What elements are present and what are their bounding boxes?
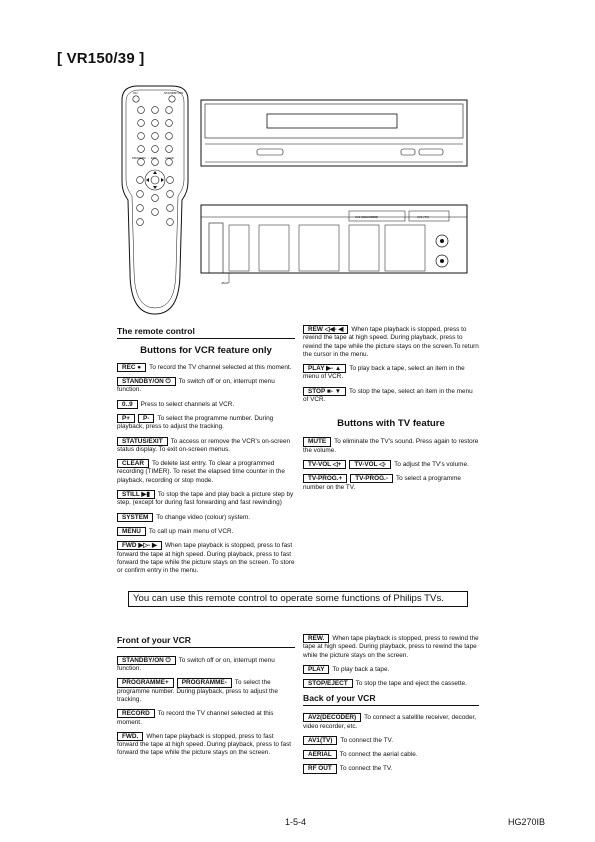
button-key-label: REW ◁◀- ◀ — [303, 325, 348, 334]
description-text: To stop the tape and eject the cassette. — [355, 680, 467, 688]
button-key-label: PROGRAMME- — [177, 678, 232, 687]
description-item — [117, 527, 295, 536]
description-text: To switch off or on, interrupt menu function. — [117, 378, 275, 394]
model-title: [ VR150/39 ] — [57, 50, 145, 67]
button-key-label: RF OUT — [303, 764, 337, 773]
remote-label-clear: CLEAR — [165, 157, 174, 160]
description-text: To connect the TV. — [340, 736, 393, 744]
back-items-list — [303, 713, 479, 773]
back-heading-rule — [303, 705, 479, 706]
button-key-label: P+ — [117, 414, 135, 423]
front-heading: Front of your VCR — [117, 635, 191, 645]
button-key-label: STANDBY/ON ⏻ — [117, 656, 176, 665]
description-item — [117, 363, 295, 372]
front-section — [117, 635, 295, 763]
button-key-label: PROGRAMME+ — [117, 678, 174, 687]
description-text: To play back a tape. — [332, 665, 390, 673]
button-key-label: AV1(TV) — [303, 736, 337, 745]
description-text: To select the programme number. During playback, press to adjust the tracking. — [117, 679, 278, 703]
remote-label-standby: STANDBY/ON — [164, 91, 184, 95]
description-item — [117, 732, 295, 758]
description-text: When tape playback is stopped, press to fast forward the tape at high speed. During playback, press to fast forward the tape while the picture stays on the screen. To store or confirm entry in the menu. — [117, 542, 295, 575]
button-key-label: FWD. — [117, 732, 143, 741]
button-key-label: TV-VOL ◁- — [349, 460, 391, 469]
description-item — [117, 656, 295, 674]
description-text: To play back a tape, select an item in the menu of VCR. — [303, 365, 465, 381]
remote-label-program: PROGRAM — [132, 157, 146, 160]
remote-label-on: ON — [133, 91, 138, 95]
button-key-label: STATUS/EXIT — [117, 437, 168, 446]
button-key-label: STANDBY/ON ⏻ — [117, 377, 176, 386]
right-items-list — [303, 325, 479, 404]
button-key-label: AV2(DECODER) — [303, 713, 361, 722]
description-item — [117, 678, 295, 704]
button-key-label: REW. — [303, 634, 329, 643]
page-number: 1-5-4 — [285, 817, 307, 827]
description-text: To switch off or on, interrupt menu function. — [117, 656, 275, 673]
description-text: To delete last entry. To clear a programmed recording (TIMER). To reset the elapsed time counter in the playback, recording or stop mode. — [117, 460, 285, 484]
button-key-label: AERIAL — [303, 750, 337, 759]
description-text: When tape playback is stopped, press to fast forward the tape at high speed. During playback, press to fast forward the tape while the picture stays on the screen. — [117, 732, 292, 757]
front-right-column — [303, 634, 479, 779]
description-text: To connect the aerial cable. — [339, 751, 418, 759]
description-item — [303, 634, 479, 660]
document-code: HG270IB — [508, 817, 546, 827]
description-item — [303, 364, 479, 382]
button-key-label: 0..9 — [117, 400, 138, 409]
description-text: To adjust the TV's volume. — [394, 460, 469, 468]
button-key-label: STOP/EJECT — [303, 679, 353, 688]
description-item — [117, 437, 295, 455]
description-item — [117, 709, 295, 727]
button-key-label: CLEAR — [117, 459, 149, 468]
front-items-list — [117, 656, 295, 758]
vcr-rear-illustration — [199, 203, 469, 285]
description-item — [303, 325, 479, 359]
description-item — [303, 387, 479, 405]
button-key-label: RECORD — [117, 709, 155, 718]
button-key-label: MENU — [117, 527, 146, 536]
description-item — [303, 665, 479, 674]
remote-control-illustration — [118, 82, 192, 318]
description-text: To connect the TV. — [339, 765, 393, 773]
description-item — [303, 474, 479, 492]
remote-subheading: Buttons for VCR feature only — [140, 344, 272, 356]
remote-heading: The remote control — [117, 326, 195, 336]
description-item — [303, 764, 479, 773]
remote-label-exit: EXIT — [151, 157, 157, 160]
front-right-items-list — [303, 634, 479, 688]
description-text: When tape playback is stopped, press to rewind the tape at high speed. During playback, press to rewind the tape while the picture stays on the screen.To return the cursor in the menu. — [303, 326, 479, 358]
description-text: To record the TV channel selected at this moment. — [117, 710, 274, 726]
description-text: To record the TV channel selected at this moment. — [149, 363, 292, 371]
description-item — [117, 490, 295, 508]
button-key-label: TV-PROG.+ — [303, 474, 347, 483]
description-text: Press to select channels at VCR. — [140, 400, 235, 408]
description-text: To access or remove the VCR's on-screen status display. To exit on-screen menus. — [117, 437, 291, 453]
philips-note: You can use this remote control to operate some functions of Philips TVs. — [128, 591, 468, 607]
description-text: To select a programme number on the TV. — [303, 475, 461, 491]
button-key-label: STOP ■- ▼ — [303, 387, 346, 396]
button-key-label: TV-VOL ◁+ — [303, 460, 346, 469]
vcr-front-illustration — [199, 98, 469, 168]
description-text: To connect a satellite receiver, decoder, video recorder, etc. — [303, 714, 477, 730]
description-item — [303, 713, 479, 731]
button-key-label: FWD ▶▷- ▶ — [117, 541, 162, 550]
remote-heading-rule — [117, 338, 295, 339]
description-item — [117, 400, 295, 409]
front-heading-rule — [117, 647, 295, 648]
description-text: To select the programme number. During playback, press to adjust the tracking. — [117, 414, 274, 431]
button-key-label: MUTE — [303, 437, 331, 446]
description-item — [303, 460, 479, 469]
remote-items-list — [117, 363, 295, 576]
description-text: When tape playback is stopped, press to rewind the tape at high speed. During playback, press to rewind the tape while the picture stays on the screen. — [303, 635, 479, 659]
button-key-label: SYSTEM — [117, 513, 153, 522]
rear-label-av2: AV2 (DECODER) — [355, 215, 379, 219]
rear-note: JACK — [221, 281, 229, 285]
description-item — [303, 736, 479, 745]
remote-section — [117, 326, 295, 580]
button-key-label: PLAY — [303, 665, 329, 674]
description-item — [117, 414, 295, 432]
description-text: To eliminate the TV's sound. Press again to restore the volume. — [303, 438, 479, 454]
back-heading: Back of your VCR — [303, 693, 376, 704]
description-item — [117, 541, 295, 575]
button-key-label: P- — [138, 414, 154, 423]
button-key-label: REC ● — [117, 363, 146, 372]
description-item — [117, 459, 295, 485]
button-key-label: PLAY ▶- ▲ — [303, 364, 346, 373]
description-item — [303, 750, 479, 759]
description-item — [117, 513, 295, 522]
right-column — [303, 325, 479, 497]
description-text: To call up main menu of VCR. — [148, 527, 234, 535]
tv-items-list — [303, 437, 479, 491]
button-key-label: TV-PROG.- — [350, 474, 393, 483]
description-text: To stop the tape and play back a picture step by step. (except for during fast forwarding and fast rewinding) — [117, 491, 294, 507]
rear-label-av1: AV1 (TV) — [417, 215, 430, 219]
description-item — [117, 377, 295, 395]
description-text: To stop the tape, select an item in the menu of VCR. — [303, 387, 473, 404]
description-text: To change video (colour) system. — [156, 513, 251, 521]
description-item — [303, 679, 479, 688]
description-item — [303, 437, 479, 455]
button-key-label: STILL ▶▮ — [117, 490, 155, 499]
tv-heading: Buttons with TV feature — [337, 418, 445, 430]
